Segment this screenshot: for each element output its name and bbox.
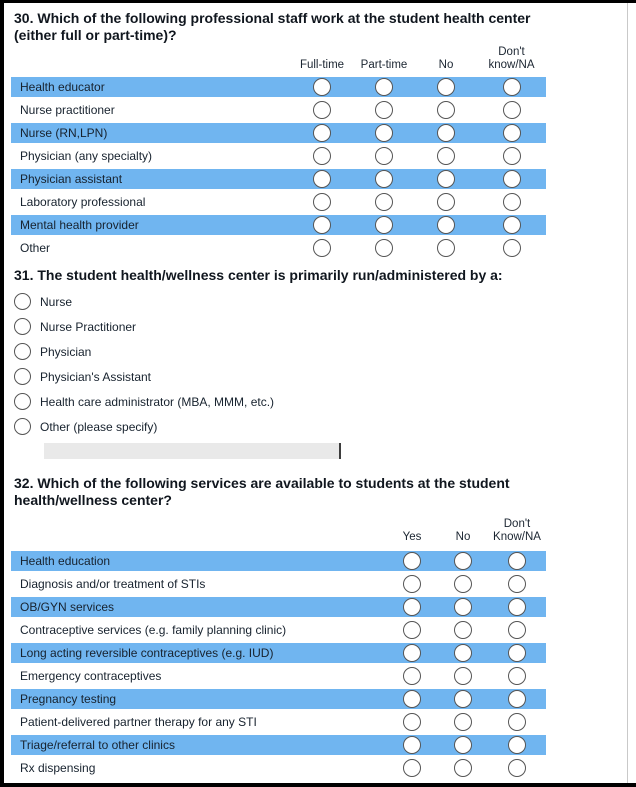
- radio-button[interactable]: [503, 147, 521, 165]
- radio-button[interactable]: [375, 170, 393, 188]
- table-row: [11, 597, 546, 617]
- table-row: [11, 574, 546, 594]
- q30-header-row: [11, 44, 546, 77]
- radio-button[interactable]: [313, 78, 331, 96]
- radio-button[interactable]: [313, 101, 331, 119]
- survey-content: [4, 10, 636, 778]
- q32-col-no: No: [455, 531, 471, 543]
- list-item: [14, 343, 636, 360]
- radio-button[interactable]: [313, 170, 331, 188]
- option-label: Nurse Practitioner: [40, 319, 137, 334]
- radio-button[interactable]: [14, 343, 31, 360]
- page-right-border: [627, 3, 628, 783]
- radio-button[interactable]: [437, 170, 455, 188]
- row-label: Nurse practitioner: [20, 103, 115, 117]
- q30-col-part-time: Part-time: [360, 59, 408, 71]
- row-label: Patient-delivered partner therapy for any STI: [20, 715, 257, 729]
- radio-button[interactable]: [503, 78, 521, 96]
- radio-button[interactable]: [313, 193, 331, 211]
- radio-button[interactable]: [313, 147, 331, 165]
- table-row: [11, 643, 546, 663]
- radio-button[interactable]: [454, 621, 472, 639]
- radio-button[interactable]: [508, 621, 526, 639]
- radio-button[interactable]: [403, 621, 421, 639]
- radio-button[interactable]: [403, 552, 421, 570]
- radio-button[interactable]: [508, 667, 526, 685]
- row-label: Emergency contraceptives: [20, 669, 162, 683]
- radio-button[interactable]: [403, 644, 421, 662]
- radio-button[interactable]: [454, 552, 472, 570]
- radio-button[interactable]: [508, 575, 526, 593]
- q30-col-full-time: Full-time: [299, 59, 345, 71]
- radio-button[interactable]: [313, 216, 331, 234]
- radio-button[interactable]: [437, 101, 455, 119]
- table-row: [11, 551, 546, 571]
- table-row: [11, 100, 546, 120]
- option-label: Nurse: [40, 294, 73, 309]
- radio-button[interactable]: [508, 644, 526, 662]
- question-31-options: [11, 293, 636, 459]
- question-30-matrix: [11, 44, 546, 258]
- radio-button[interactable]: [14, 293, 31, 310]
- radio-button[interactable]: [454, 736, 472, 754]
- radio-button[interactable]: [437, 239, 455, 257]
- radio-button[interactable]: [454, 598, 472, 616]
- radio-button[interactable]: [403, 575, 421, 593]
- row-label: Rx dispensing: [20, 761, 96, 775]
- q32-col-dont-know: Don't Know/NA: [493, 518, 541, 543]
- radio-button[interactable]: [14, 418, 31, 435]
- table-row: [11, 238, 546, 258]
- q30-col-no: No: [438, 59, 454, 71]
- radio-button[interactable]: [437, 216, 455, 234]
- q32-header-row: [11, 509, 546, 549]
- table-row: [11, 146, 546, 166]
- radio-button[interactable]: [503, 170, 521, 188]
- question-30-title: 30. Which of the following professional staff work at the student health center (either full or part-time)?: [14, 10, 531, 43]
- option-label: Physician's Assistant: [40, 369, 152, 384]
- radio-button[interactable]: [437, 124, 455, 142]
- row-label: Triage/referral to other clinics: [20, 738, 175, 752]
- row-label: Contraceptive services (e.g. family planning clinic): [20, 623, 287, 637]
- list-item: [14, 318, 636, 335]
- radio-button[interactable]: [403, 736, 421, 754]
- question-31-title: 31. The student health/wellness center is primarily run/administered by a:: [14, 267, 503, 283]
- table-row: [11, 666, 546, 686]
- radio-button[interactable]: [503, 101, 521, 119]
- radio-button[interactable]: [503, 239, 521, 257]
- row-label: Physician assistant: [20, 172, 123, 186]
- radio-button[interactable]: [403, 690, 421, 708]
- radio-button[interactable]: [313, 124, 331, 142]
- q32-col-yes: Yes: [402, 531, 422, 543]
- radio-button[interactable]: [403, 759, 421, 777]
- q30-col-dont-know: Don't know/NA: [488, 46, 535, 71]
- radio-button[interactable]: [375, 216, 393, 234]
- option-label: Health care administrator (MBA, MMM, etc.): [40, 394, 275, 409]
- row-label: Pregnancy testing: [20, 692, 117, 706]
- radio-button[interactable]: [508, 598, 526, 616]
- table-row: [11, 689, 546, 709]
- table-row: [11, 712, 546, 732]
- list-item: [14, 418, 636, 435]
- radio-button[interactable]: [503, 193, 521, 211]
- radio-button[interactable]: [508, 690, 526, 708]
- radio-button[interactable]: [313, 239, 331, 257]
- row-label: Other: [20, 241, 51, 255]
- table-row: [11, 77, 546, 97]
- radio-button[interactable]: [375, 101, 393, 119]
- radio-button[interactable]: [375, 239, 393, 257]
- radio-button[interactable]: [508, 759, 526, 777]
- radio-button[interactable]: [503, 124, 521, 142]
- table-row: [11, 192, 546, 212]
- radio-button[interactable]: [375, 147, 393, 165]
- row-label: Long acting reversible contraceptives (e.g. IUD): [20, 646, 274, 660]
- table-row: [11, 620, 546, 640]
- radio-button[interactable]: [14, 368, 31, 385]
- option-label: Other (please specify): [40, 419, 158, 434]
- radio-button[interactable]: [403, 713, 421, 731]
- row-label: Diagnosis and/or treatment of STIs: [20, 577, 206, 591]
- list-item: [14, 293, 636, 310]
- table-row: [11, 735, 546, 755]
- list-item: [14, 393, 636, 410]
- radio-button[interactable]: [437, 147, 455, 165]
- row-label: Health educator: [20, 80, 105, 94]
- radio-button[interactable]: [375, 193, 393, 211]
- question-32-title: 32. Which of the following services are available to students at the student health/wellness center?: [14, 475, 510, 508]
- row-label: Physician (any specialty): [20, 149, 153, 163]
- radio-button[interactable]: [14, 393, 31, 410]
- radio-button[interactable]: [508, 713, 526, 731]
- radio-button[interactable]: [454, 759, 472, 777]
- radio-button[interactable]: [454, 690, 472, 708]
- row-label: Nurse (RN,LPN): [20, 126, 108, 140]
- radio-button[interactable]: [454, 575, 472, 593]
- radio-button[interactable]: [375, 78, 393, 96]
- row-label: OB/GYN services: [20, 600, 115, 614]
- radio-button[interactable]: [454, 667, 472, 685]
- option-label: Physician: [40, 344, 92, 359]
- radio-button[interactable]: [454, 713, 472, 731]
- radio-button[interactable]: [14, 318, 31, 335]
- table-row: [11, 758, 546, 778]
- radio-button[interactable]: [437, 193, 455, 211]
- radio-button[interactable]: [508, 552, 526, 570]
- table-row: [11, 123, 546, 143]
- radio-button[interactable]: [503, 216, 521, 234]
- other-specify-input[interactable]: [44, 443, 341, 459]
- list-item: [14, 368, 636, 385]
- row-label: Laboratory professional: [20, 195, 146, 209]
- radio-button[interactable]: [437, 78, 455, 96]
- question-32-matrix: [11, 509, 546, 778]
- radio-button[interactable]: [508, 736, 526, 754]
- table-row: [11, 169, 546, 189]
- radio-button[interactable]: [375, 124, 393, 142]
- table-row: [11, 215, 546, 235]
- row-label: Health education: [20, 554, 111, 568]
- radio-button[interactable]: [403, 598, 421, 616]
- radio-button[interactable]: [454, 644, 472, 662]
- row-label: Mental health provider: [20, 218, 139, 232]
- radio-button[interactable]: [403, 667, 421, 685]
